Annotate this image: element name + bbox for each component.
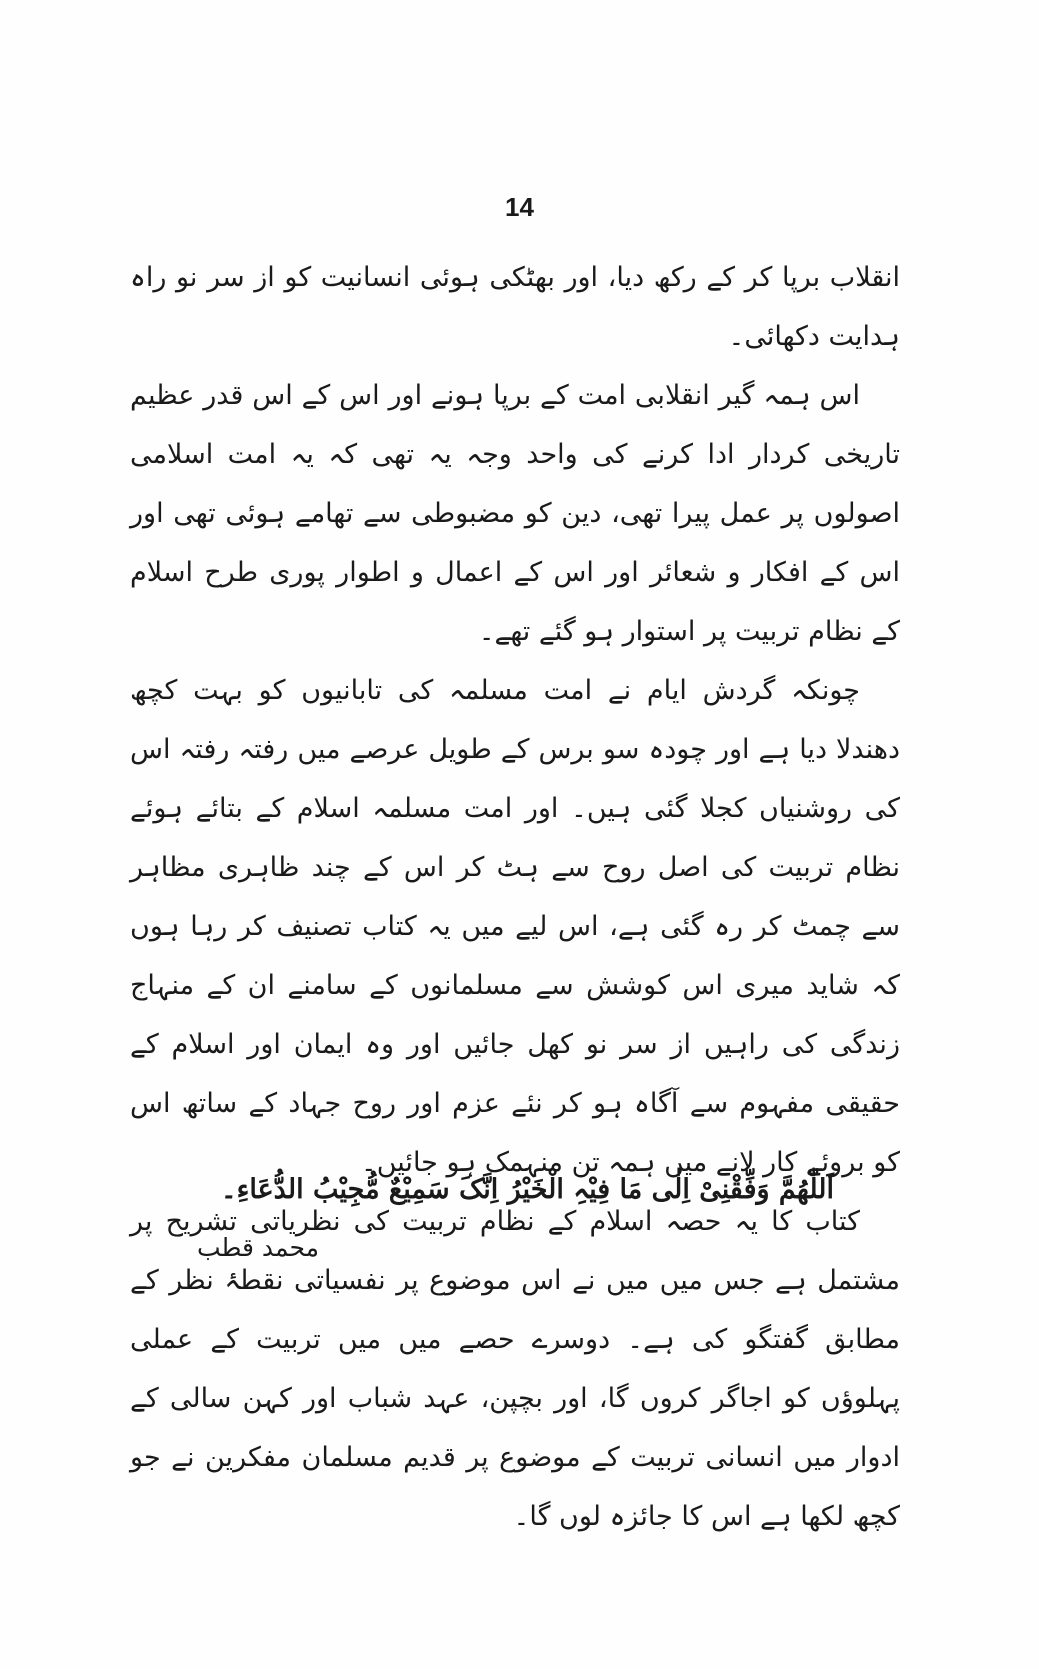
paragraph-1: انقلاب برپا کر کے رکھ دیا، اور بھٹکی ہوئی انسانیت کو از سر نو راہ ہدایت دکھائی۔ <box>130 262 900 352</box>
body-text <box>130 248 900 1546</box>
paragraph-3: چونکہ گردش ایام نے امت مسلمہ کی تابانیوں کو بہت کچھ دھندلا دیا ہے اور چودہ سو برس کے طویل عرصے میں رفتہ رفتہ اس کی روشنیاں کجلا گئی ہیں۔ اور امت مسلمہ اسلام کے بتائے ہوئے نظام تربیت کی اصل روح سے ہٹ کر اس کے چند ظاہری مظاہر سے چمٹ کر رہ گئی ہے، اس لیے میں یہ کتاب تصنیف کر رہا ہوں کہ شاید میری اس کوشش سے مسلمانوں کے سامنے ان کے منہاج زندگی کی راہیں از سر نو کھل جائیں اور وہ ایمان اور اسلام کے حقیقی مفہوم سے آگاہ ہو کر نئے عزم اور روح جہاد کے ساتھ اس کو بروئے کار لانے میں ہمہ تن منہمک ہو جائیں۔ <box>130 675 900 1178</box>
page-number: 14 <box>505 192 534 222</box>
author-signature: محمد قطب <box>196 1233 319 1262</box>
paragraph-4: کتاب کا یہ حصہ اسلام کے نظام تربیت کی نظریاتی تشریح پر مشتمل ہے جس میں میں نے اس موضوع پر نفسیاتی نقطۂ نظر کے مطابق گفتگو کی ہے۔ دوسرے حصے میں میں تربیت کے عملی پہلوؤں کو اجاگر کروں گا، اور بچپن، عہد شباب اور کہن سالی کے ادوار میں انسانی تربیت کے موضوع پر قدیم مسلمان مفکرین نے جو کچھ لکھا ہے اس کا جائزہ لوں گا۔ <box>130 1206 900 1532</box>
closing-prayer: اَللّٰھُمَّ وَفِّقْنِیْ اِلٰی مَا فِیْہِ الْخَیْرُ اِنَّکَ سَمِیْعٌ مُّجِیْبُ الدُّعَاءِ۔ <box>220 1174 834 1205</box>
paragraph-2: اس ہمہ گیر انقلابی امت کے برپا ہونے اور اس کے اس قدر عظیم تاریخی کردار ادا کرنے کی واحد وجہ یہ تھی کہ یہ امت اسلامی اصولوں پر عمل پیرا تھی، دین کو مضبوطی سے تھامے ہوئی تھی اور اس کے افکار و شعائر اور اس کے اعمال و اطوار پوری طرح اسلام کے نظام تربیت پر استوار ہو گئے تھے۔ <box>130 380 900 647</box>
